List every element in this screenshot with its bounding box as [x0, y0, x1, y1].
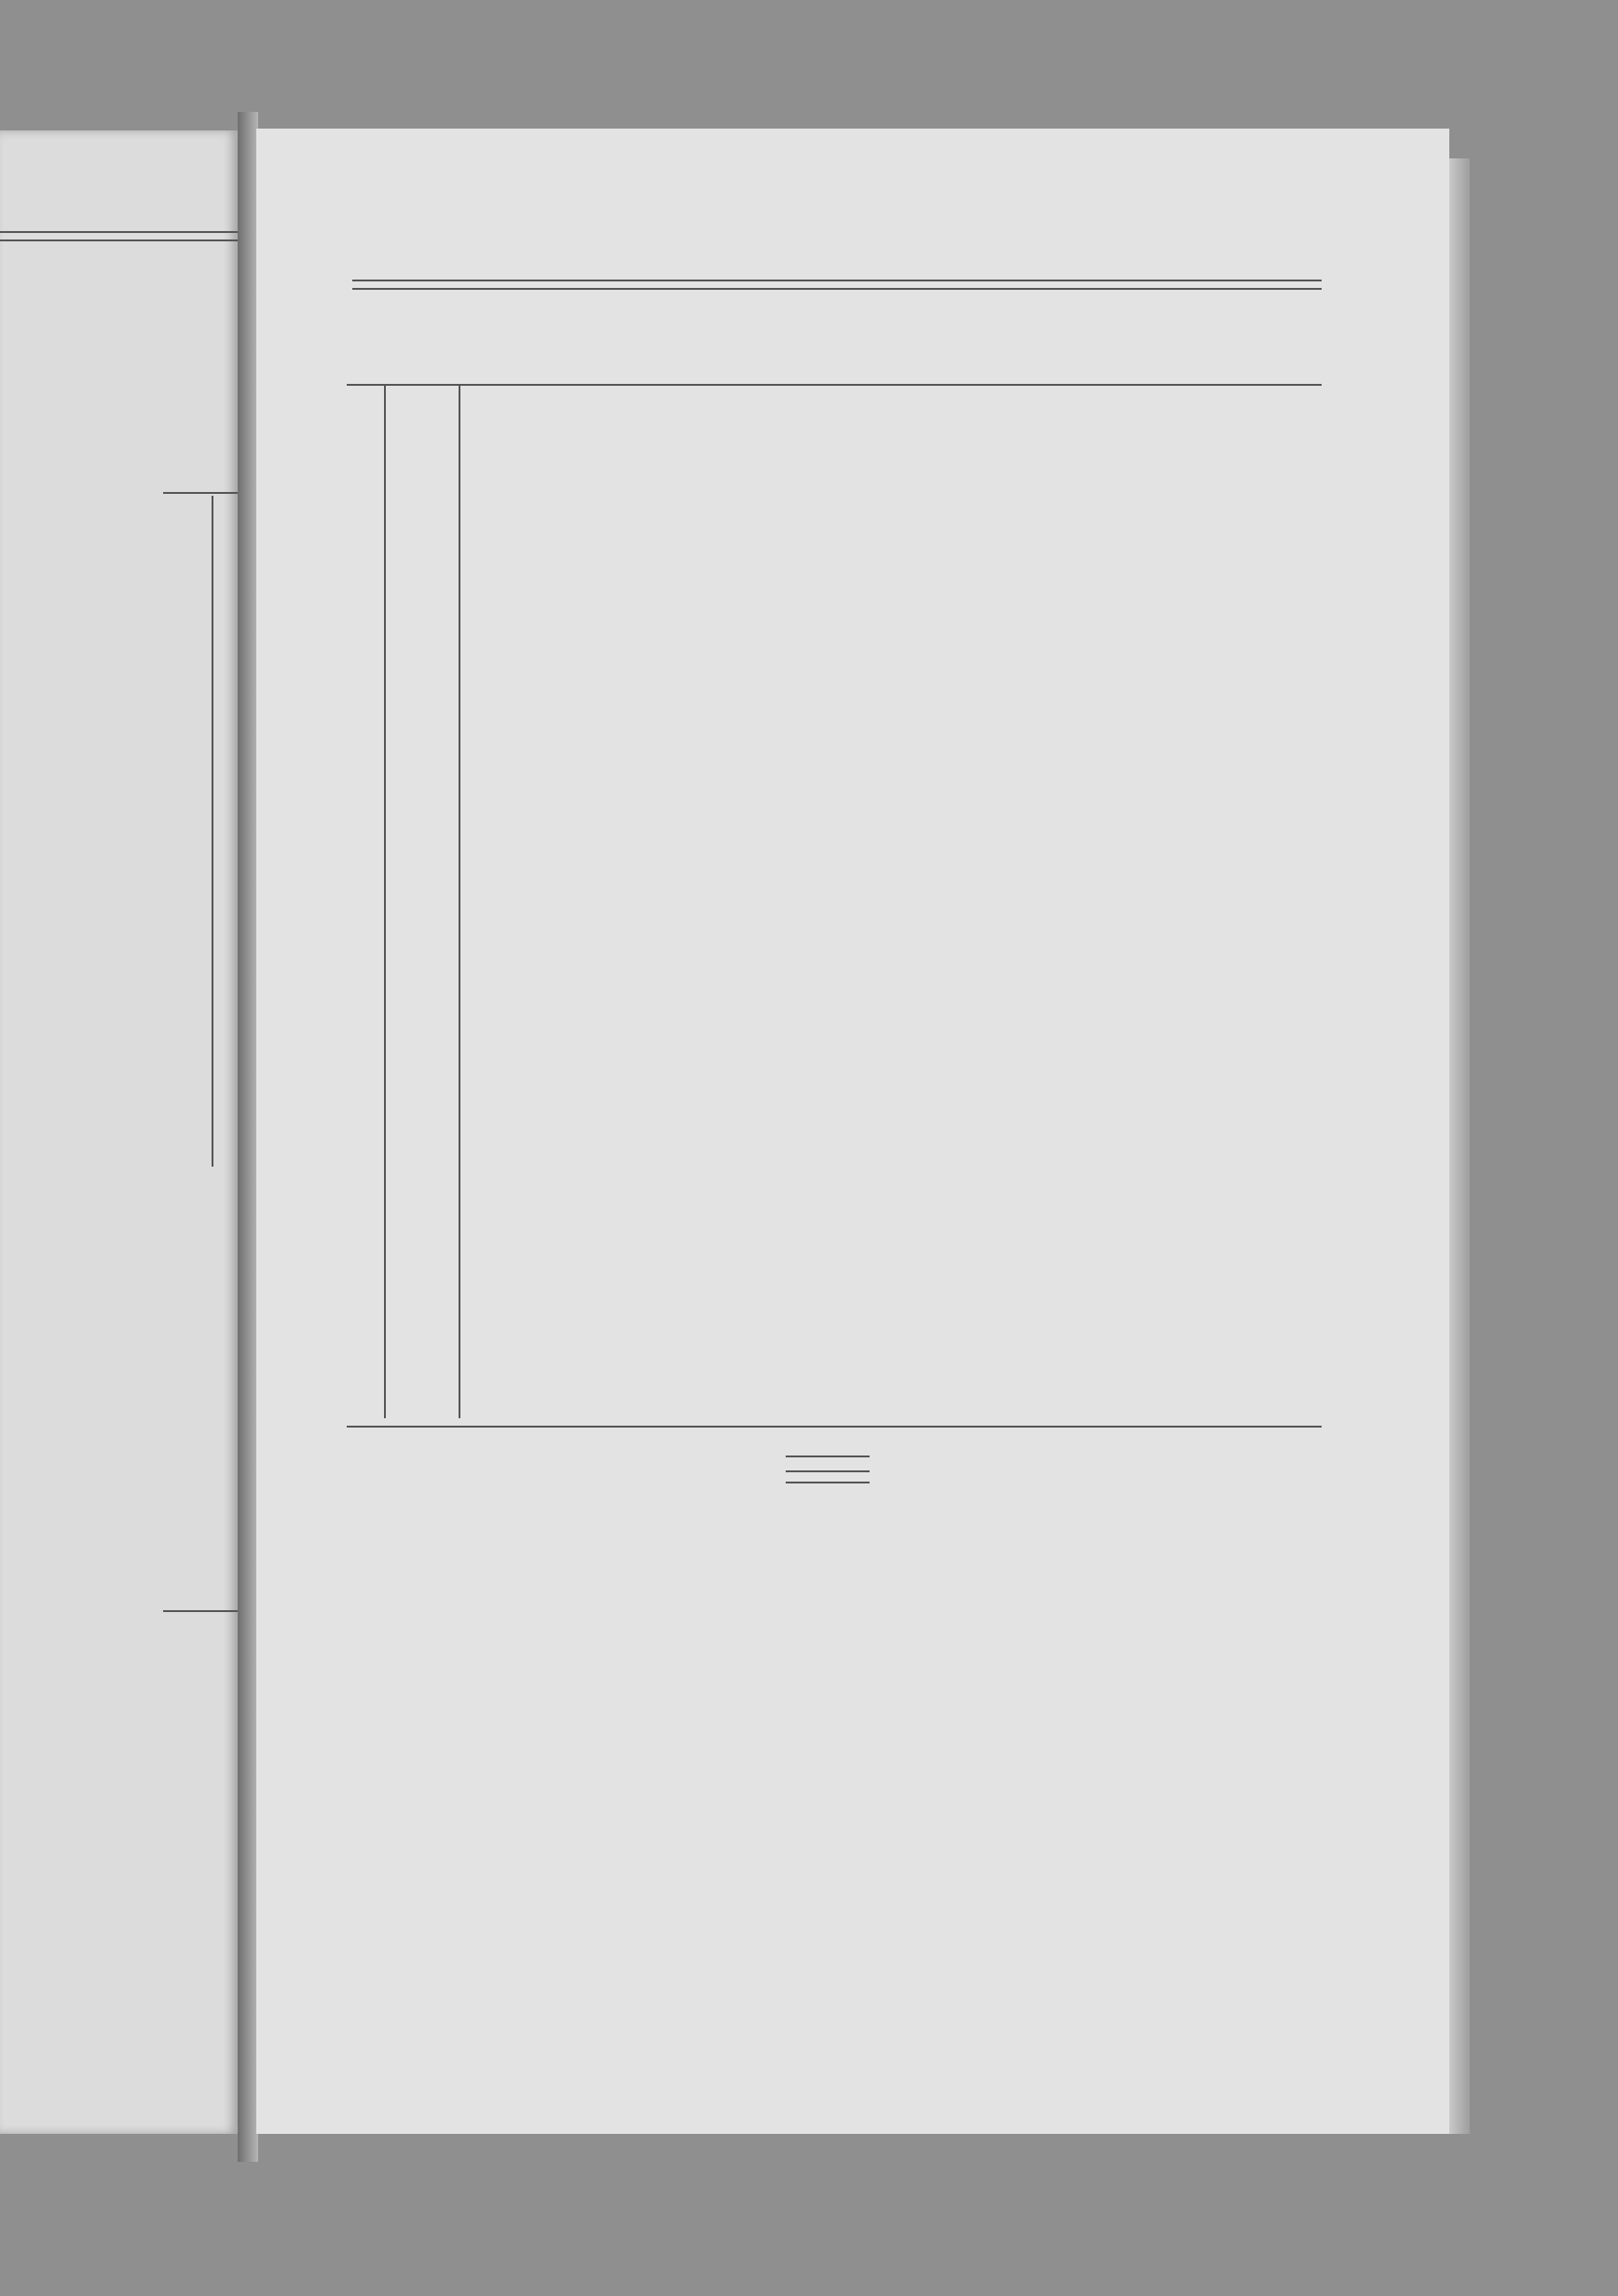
anecdotes-block: [343, 1450, 1312, 1491]
left-double-rule: [0, 231, 238, 241]
header-double-rule: [352, 280, 1322, 290]
day-column-rule: [384, 386, 386, 1418]
left-rule: [163, 492, 238, 494]
separator: [786, 1470, 870, 1472]
page-edge: [1449, 158, 1470, 2134]
left-bottom-rule: [163, 1610, 238, 1612]
left-column-rule: [212, 496, 213, 1167]
book-spine: [238, 112, 258, 2162]
separator: [786, 1456, 870, 1457]
table-top-rule: [347, 384, 1322, 386]
separator: [786, 1482, 870, 1483]
right-page: [256, 129, 1449, 2134]
left-facing-page: [0, 130, 238, 2134]
year-column-rule: [459, 386, 460, 1418]
table-bottom-rule: [347, 1426, 1322, 1428]
